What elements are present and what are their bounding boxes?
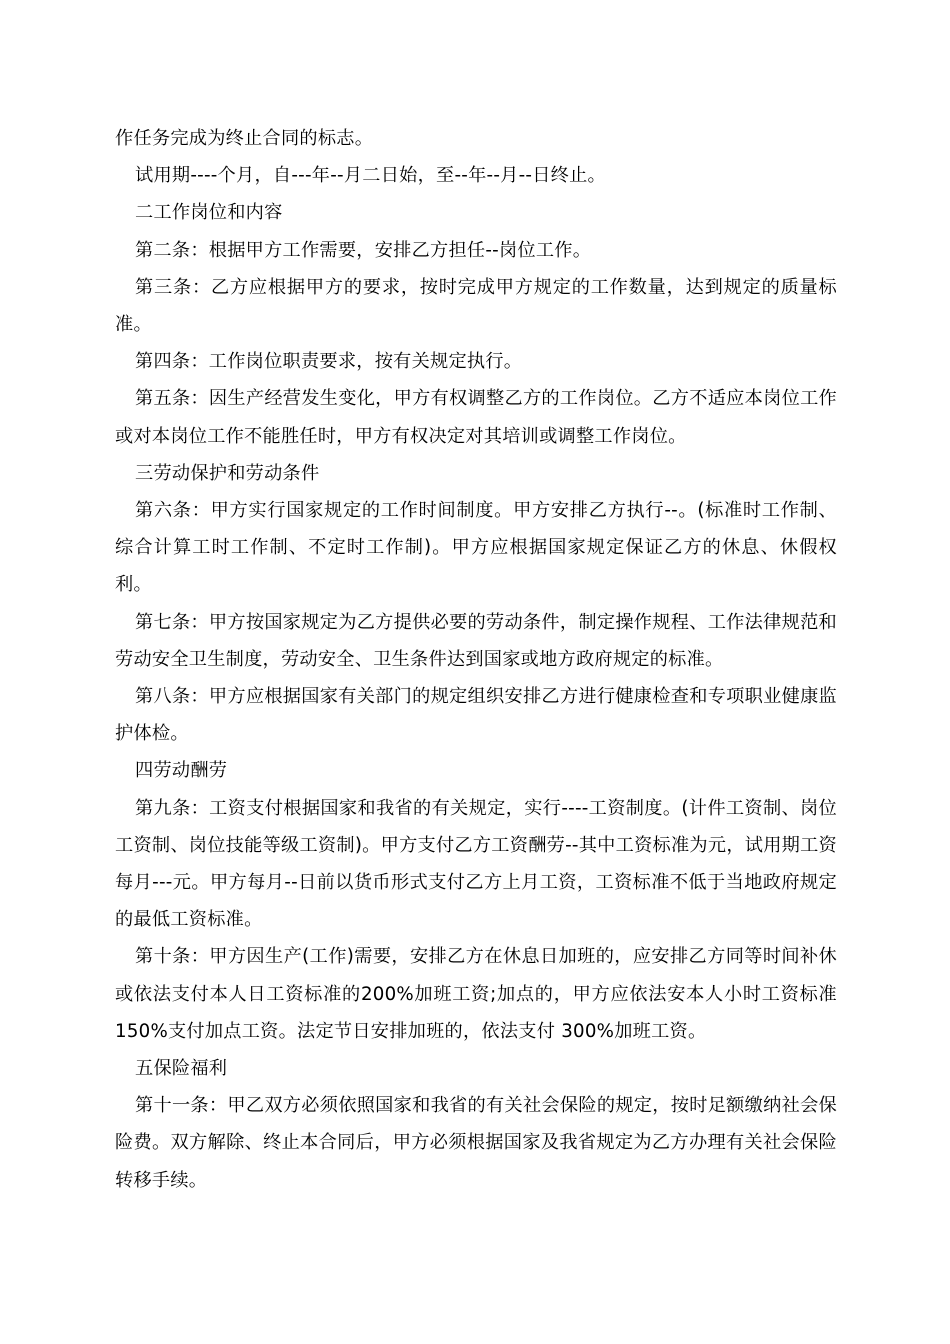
- clause-9: 第九条：工资支付根据国家和我省的有关规定，实行----工资制度。(计件工资制、岗位工资制、岗位技能等级工资制)。甲方支付乙方工资酬劳--其中工资标准为元，试用期工资每月---元。甲方每月--日前以货币形式支付乙方上月工资，工资标准不低于当地政府规定的最低工资标准。: [115, 797, 837, 931]
- section-heading-remuneration: 四劳动酬劳: [135, 760, 228, 782]
- clause-10: 第十条：甲方因生产(工作)需要，安排乙方在休息日加班的，应安排乙方同等时间补休或依法支付本人日工资标准的200%加班工资;加点的，甲方应依法安本人小时工资标准 150%支付加点工资。法定节日安排加班的，依法支付 300%加班工资。: [115, 946, 837, 1042]
- clause-8: 第八条：甲方应根据国家有关部门的规定组织安排乙方进行健康检查和专项职业健康监护体检。: [115, 686, 837, 745]
- clause-11: 第十一条：甲乙双方必须依照国家和我省的有关社会保险的规定，按时足额缴纳社会保险费。双方解除、终止本合同后，甲方必须根据国家及我省规定为乙方办理有关社会保险转移手续。: [115, 1095, 837, 1191]
- clause-6: 第六条：甲方实行国家规定的工作时间制度。甲方安排乙方执行--。(标准时工作制、综合计算工时工作制、不定时工作制)。甲方应根据国家规定保证乙方的休息、休假权利。: [115, 500, 837, 596]
- clause-2: 第二条：根据甲方工作需要，安排乙方担任--岗位工作。: [135, 239, 592, 261]
- paragraph-probation-period: 试用期----个月，自---年--月二日始，至--年--月--日终止。: [135, 165, 606, 187]
- document-body: [115, 120, 837, 1199]
- section-heading-insurance-welfare: 五保险福利: [135, 1058, 228, 1080]
- section-heading-job-position: 二工作岗位和内容: [135, 202, 283, 224]
- paragraph-contract-term-end: 作任务完成为终止合同的标志。: [115, 128, 374, 149]
- clause-4: 第四条：工作岗位职责要求，按有关规定执行。: [135, 351, 523, 373]
- clause-5: 第五条：因生产经营发生变化，甲方有权调整乙方的工作岗位。乙方不适应本岗位工作或对本岗位工作不能胜任时，甲方有权决定对其培训或调整工作岗位。: [115, 388, 837, 447]
- clause-7: 第七条：甲方按国家规定为乙方提供必要的劳动条件，制定操作规程、工作法律规范和劳动安全卫生制度，劳动安全、卫生条件达到国家或地方政府规定的标准。: [115, 611, 837, 670]
- section-heading-labor-protection: 三劳动保护和劳动条件: [135, 462, 320, 484]
- clause-3: 第三条：乙方应根据甲方的要求，按时完成甲方规定的工作数量，达到规定的质量标准。: [115, 276, 837, 336]
